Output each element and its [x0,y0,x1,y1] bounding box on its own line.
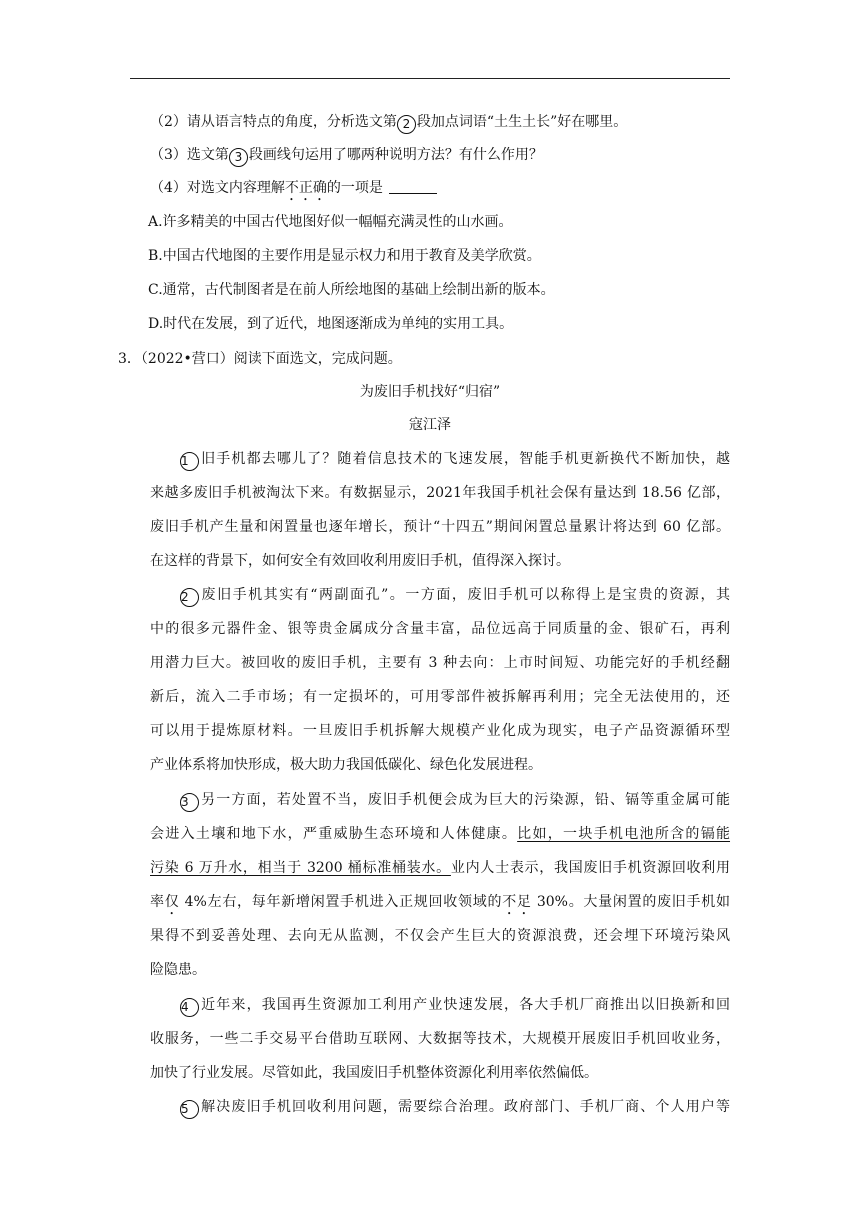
paragraph-text: 4%左右，每年新增闲置手机进入正规回收领域的 [179,894,503,910]
header-rule [130,78,730,79]
question-text: 段画线句运用了哪两种说明方法？有什么作用？ [248,147,543,163]
question-3 [150,145,543,167]
paragraph-text: 旧手机都去哪儿了？随着信息技术的飞速发展，智能手机更新换代不断加快，越 [200,451,730,467]
paragraph-number-badge: 3 [229,148,248,167]
paragraph-3-line [150,858,730,878]
paragraph-3-line: 果得不到妥善处理、去向无从监测，不仅会产生巨大的资源浪费，还会埋下环境污染风 [150,928,730,944]
paragraph-2-line: 中的很多元器件金、银等贵金属成分含量丰富，品位远高于同质量的金、银矿石，再利 [150,621,730,637]
paragraph-text: 业内人士表示，我国废旧手机资源回收利用 [450,860,731,876]
option-b: B.中国古代地图的主要作用是显示权力和用于教育及美学欣赏。 [148,248,541,264]
paragraph-text: 30%。大量闲置的废旧手机如 [531,894,731,910]
article-author: 寇江泽 [409,417,451,433]
paragraph-number-badge: 3 [180,793,199,812]
paragraph-number-badge: 2 [397,115,416,134]
emphasized-text: 不正确 [284,180,327,196]
paragraph-5-line [180,1097,730,1119]
paragraph-number-badge: 4 [180,998,199,1017]
article-title: 为废旧手机找好“归宿” [359,384,501,400]
paragraph-number-badge: 2 [180,588,199,607]
paragraph-4-line: 收服务，一些二手交易平台借助互联网、大数据等技术，大规模开展废旧手机回收业务， [150,1031,730,1047]
paragraph-4-line: 加快了行业发展。尽管如此，我国废旧手机整体资源化利用率依然偏低。 [150,1065,598,1081]
underlined-sentence: 比如，一块手机电池所含的镉能 [517,826,731,842]
paragraph-2-line: 产业体系将加快形成，极大助力我国低碳化、绿色化发展进程。 [150,757,542,773]
paragraph-text: 近年来，我国再生资源加工利用产业快速发展，各大手机厂商推出以旧换新和回 [200,997,730,1013]
paragraph-2-line: 新后，流入二手市场；有一定损坏的，可用零部件被拆解再利用；完全无法使用的，还 [150,689,730,705]
question-text: 的一项是 [326,180,383,196]
paragraph-1-line [180,449,730,471]
paragraph-2-line: 可以用于提炼原材料。一旦废旧手机拆解大规模产业化成为现实，电子产品资源循环型 [150,723,730,739]
question-text: 段加点词语“土生土长”好在哪里。 [416,114,628,130]
option-c: C.通常，古代制图者是在前人所绘地图的基础上绘制出新的版本。 [148,282,555,298]
question-2 [150,112,627,134]
option-a: A.许多精美的中国古代地图好似一幅幅充满灵性的山水画。 [148,214,513,230]
underlined-sentence: 污染 6 万升水，相当于 3200 桶标准桶装水。 [150,860,451,876]
paragraph-text: 会进入土壤和地下水，严重威胁生态环境和人体健康。 [150,826,518,842]
option-d: D.时代在发展，到了近代，地图逐渐成为单纯的实用工具。 [148,316,514,332]
paragraph-number-badge: 1 [180,452,199,471]
paragraph-2-line: 用潜力巨大。被回收的废旧手机，主要有 3 种去向：上市时间短、功能完好的手机经翻 [150,655,730,671]
paragraph-text: 率 [150,894,165,910]
question-item-3: 3．（2022•营口）阅读下面选文，完成问题。 [118,351,402,367]
paragraph-text: 另一方面，若处置不当，废旧手机便会成为巨大的污染源，铅、镉等重金属可能 [200,792,730,808]
emphasized-text: 不足 [502,894,532,910]
paragraph-3-line: 险隐患。 [150,962,206,978]
question-text: （2）请从语言特点的角度，分析选文第 [150,114,397,130]
paragraph-3-line [150,892,730,918]
paragraph-4-line [180,995,730,1017]
question-text: （3）选文第 [150,147,229,163]
paragraph-3-line [180,790,730,812]
paragraph-2-line [180,585,730,607]
paragraph-number-badge: 5 [180,1100,199,1119]
emphasized-text: 仅 [164,894,180,910]
paragraph-1-line: 来越多废旧手机被淘汰下来。有数据显示，2021年我国手机社会保有量达到 18.56 亿部， [150,485,730,501]
paragraph-text: 废旧手机其实有“两副面孔”。一方面，废旧手机可以称得上是宝贵的资源，其 [200,587,730,603]
paragraph-text: 解决废旧手机回收利用问题，需要综合治理。政府部门、手机厂商、个人用户等 [200,1099,730,1115]
question-text: （4）对选文内容理解 [150,180,285,196]
paragraph-3-line [150,824,730,844]
question-4 [150,178,437,204]
paragraph-1-line: 在这样的背景下，如何安全有效回收利用废旧手机，值得深入探讨。 [150,553,570,569]
paragraph-1-line: 废旧手机产生量和闲置量也逐年增长，预计“十四五”期间闲置总量累计将达到 60 亿部。 [150,519,730,535]
answer-blank[interactable] [389,179,437,194]
